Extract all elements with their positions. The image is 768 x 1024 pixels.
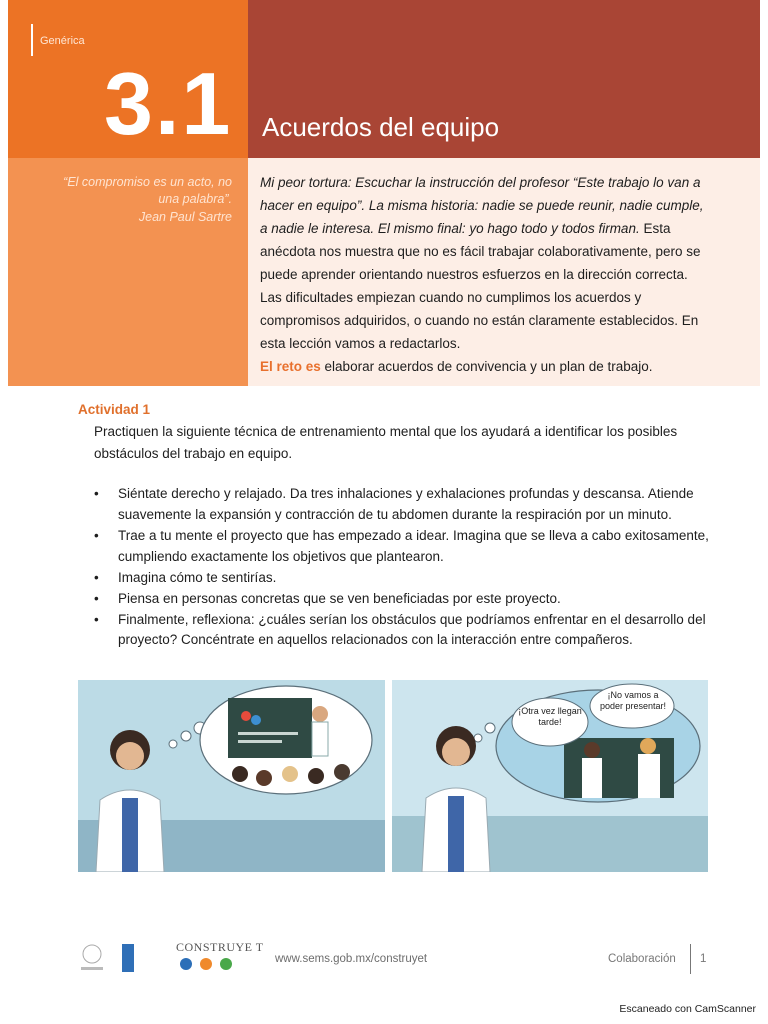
daydream-scene [78,680,385,872]
undp-logo-icon [122,944,134,972]
activity-title: Actividad 1 [78,402,151,417]
category-divider [31,24,33,56]
footer-url[interactable]: www.sems.gob.mx/construyet [275,953,428,965]
reto-label: El reto es [260,358,321,374]
activity-steps [94,484,716,651]
elige-t-icon [220,958,232,970]
intro-body: Esta anécdota nos muestra que no es fácil trabajar colaborativamente, pero se puede aprender orientando nuestros esfuerzos en la dirección correcta. Las dificultades empiezan cuando no cumplimos los acuerdos y compromisos adquiridos, o cuando no están claramente establecidos. En esta lección vamos a redactarlos. [260,220,701,351]
activity-description: Practiquen la siguiente técnica de entrenamiento mental que los ayudará a identificar los posibles obstáculos del trabajo en equipo. [94,424,678,461]
footer-logos [78,940,268,980]
sartre-quote [32,174,232,226]
activity-step: • Trae a tu mente el proyecto que has empezado a idear. Imagina que se lleva a cabo exitosamente, cumpliendo exactamente los objetivos que plantearon. [94,526,716,568]
quote-line: una palabra”. [158,192,232,207]
footer-section: Colaboración [608,953,676,965]
anecdote-text: Mi peor tortura: Escuchar la instrucción del profesor “Este trabajo lo van a hacer en equipo”. La misma historia: nadie se puede reunir, nadie cumple, a nadie le interesa. El mismo final: yo hago todo y todos firman. [260,175,704,236]
footer-divider [690,944,691,974]
lesson-number: 3.1 [104,54,233,153]
intro-text [260,172,712,378]
activity-step: • Siéntate derecho y relajado. Da tres inhalaciones y exhalaciones profundas y descansa. Atiende suavemente la expansión y contracción de tu abdomen durante la respiración por un minuto. [94,484,716,526]
quote-line: “El compromiso es un acto, no [63,175,232,189]
bubble-presentation: ¡No vamos a poder presentar! [599,690,667,711]
scan-watermark: Escaneado con CamScanner [619,1003,756,1015]
category-label: Genérica [40,35,85,47]
illustration-daydream [78,680,385,872]
illustration-frustration [392,680,708,872]
quote-panel [8,158,248,386]
brand-wordmark: CONSTRUYE T [176,940,264,954]
relaciona-t-icon [200,958,212,970]
activity-step: • Finalmente, reflexiona: ¿cuáles serían los obstáculos que podríamos enfrentar en el desarrollo del proyecto? Concéntrate en aquellos relacionados con la interacción entre compañeros. [94,610,716,652]
activity-step: • Piensa en personas concretas que se ven beneficiadas por este proyecto. [94,589,716,610]
reto-text: elaborar acuerdos de convivencia y un plan de trabajo. [324,358,653,374]
page-number: 1 [700,953,707,965]
intro-panel [248,158,760,386]
conoce-t-icon [180,958,192,970]
lesson-title: Acuerdos del equipo [262,112,500,142]
quote-author: Jean Paul Sartre [138,209,232,224]
bubble-late: ¡Otra vez llegan tarde! [518,706,582,727]
activity-step: • Imagina cómo te sentirías. [94,568,716,589]
sep-seal-icon [83,945,101,963]
